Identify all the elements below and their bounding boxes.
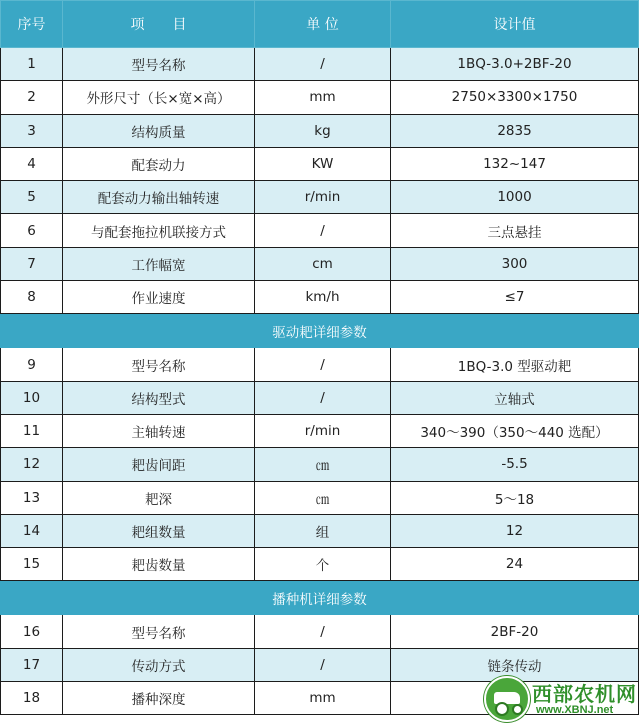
table-row (1, 548, 639, 581)
cell-value: 132~147 (391, 147, 639, 180)
section-title: 驱动耙详细参数 (1, 314, 639, 348)
cell-item: 耙齿间距 (63, 448, 255, 481)
cell-value: 三点悬挂 (391, 214, 639, 247)
table-row (1, 48, 639, 81)
cell-no: 5 (1, 181, 63, 214)
cell-unit: 个 (255, 548, 391, 581)
cell-item: 型号名称 (63, 48, 255, 81)
cell-value: 链条传动 (391, 648, 639, 681)
cell-value: 5～18 (391, 481, 639, 514)
cell-no: 7 (1, 247, 63, 280)
cell-item: 播种深度 (63, 682, 255, 715)
header-row (1, 1, 639, 48)
table-row (1, 214, 639, 247)
table-row (1, 147, 639, 180)
watermark-name: 西部农机网 (532, 682, 637, 706)
cell-no: 2 (1, 81, 63, 114)
cell-value: 2750×3300×1750 (391, 81, 639, 114)
table-row (1, 348, 639, 381)
cell-no: 11 (1, 414, 63, 447)
table-row (1, 381, 639, 414)
cell-item: 耙组数量 (63, 514, 255, 547)
cell-unit: ㎝ (255, 481, 391, 514)
cell-item: 型号名称 (63, 348, 255, 381)
header-no: 序号 (1, 1, 63, 48)
cell-no: 16 (1, 615, 63, 648)
table-row (1, 514, 639, 547)
cell-unit: KW (255, 147, 391, 180)
cell-item: 型号名称 (63, 615, 255, 648)
cell-no: 12 (1, 448, 63, 481)
cell-unit: r/min (255, 181, 391, 214)
cell-unit: / (255, 348, 391, 381)
spec-body (1, 48, 639, 715)
cell-item: 结构质量 (63, 114, 255, 147)
cell-no: 6 (1, 214, 63, 247)
cell-no: 3 (1, 114, 63, 147)
cell-no: 18 (1, 682, 63, 715)
cell-unit: / (255, 648, 391, 681)
cell-unit: / (255, 48, 391, 81)
table-row (1, 114, 639, 147)
watermark (484, 676, 636, 720)
cell-unit: / (255, 214, 391, 247)
cell-item: 主轴转速 (63, 414, 255, 447)
cell-unit: r/min (255, 414, 391, 447)
cell-unit: kg (255, 114, 391, 147)
cell-unit: cm (255, 247, 391, 280)
cell-unit: 组 (255, 514, 391, 547)
cell-no: 4 (1, 147, 63, 180)
cell-item: 配套动力 (63, 147, 255, 180)
cell-unit: km/h (255, 281, 391, 314)
cell-no: 15 (1, 548, 63, 581)
cell-no: 8 (1, 281, 63, 314)
cell-item: 传动方式 (63, 648, 255, 681)
cell-value: 2835 (391, 114, 639, 147)
cell-item: 耙深 (63, 481, 255, 514)
cell-unit: mm (255, 81, 391, 114)
cell-item: 与配套拖拉机联接方式 (63, 214, 255, 247)
cell-unit: ㎝ (255, 448, 391, 481)
cell-unit: / (255, 615, 391, 648)
cell-value: 1BQ-3.0+2BF-20 (391, 48, 639, 81)
cell-no: 13 (1, 481, 63, 514)
table-row (1, 81, 639, 114)
cell-item: 配套动力输出轴转速 (63, 181, 255, 214)
tractor-logo-icon (484, 676, 530, 722)
cell-item: 结构型式 (63, 381, 255, 414)
cell-unit: mm (255, 682, 391, 715)
section-row (1, 581, 639, 615)
cell-value: ≤7 (391, 281, 639, 314)
cell-no: 1 (1, 48, 63, 81)
cell-value: 24 (391, 548, 639, 581)
cell-value: 1BQ-3.0 型驱动耙 (391, 348, 639, 381)
cell-value: 300 (391, 247, 639, 280)
table-row (1, 448, 639, 481)
cell-value: 340～390（350～440 选配） (391, 414, 639, 447)
cell-unit: / (255, 381, 391, 414)
table-row (1, 281, 639, 314)
header-value: 设计值 (391, 1, 639, 48)
cell-item: 工作幅宽 (63, 247, 255, 280)
cell-no: 17 (1, 648, 63, 681)
cell-item: 作业速度 (63, 281, 255, 314)
watermark-url: www.XBNJ.net (536, 704, 614, 716)
table-row (1, 181, 639, 214)
cell-no: 10 (1, 381, 63, 414)
section-row (1, 314, 639, 348)
cell-value: 12 (391, 514, 639, 547)
cell-item: 外形尺寸（长×宽×高） (63, 81, 255, 114)
cell-item: 耙齿数量 (63, 548, 255, 581)
header-unit: 单 位 (255, 1, 391, 48)
table-row (1, 414, 639, 447)
table-row (1, 247, 639, 280)
cell-no: 14 (1, 514, 63, 547)
cell-no: 9 (1, 348, 63, 381)
header-item: 项 目 (63, 1, 255, 48)
cell-value: -5.5 (391, 448, 639, 481)
table-row (1, 615, 639, 648)
table-row (1, 481, 639, 514)
section-title: 播种机详细参数 (1, 581, 639, 615)
cell-value: 1000 (391, 181, 639, 214)
cell-value: 立轴式 (391, 381, 639, 414)
cell-value: 2BF-20 (391, 615, 639, 648)
